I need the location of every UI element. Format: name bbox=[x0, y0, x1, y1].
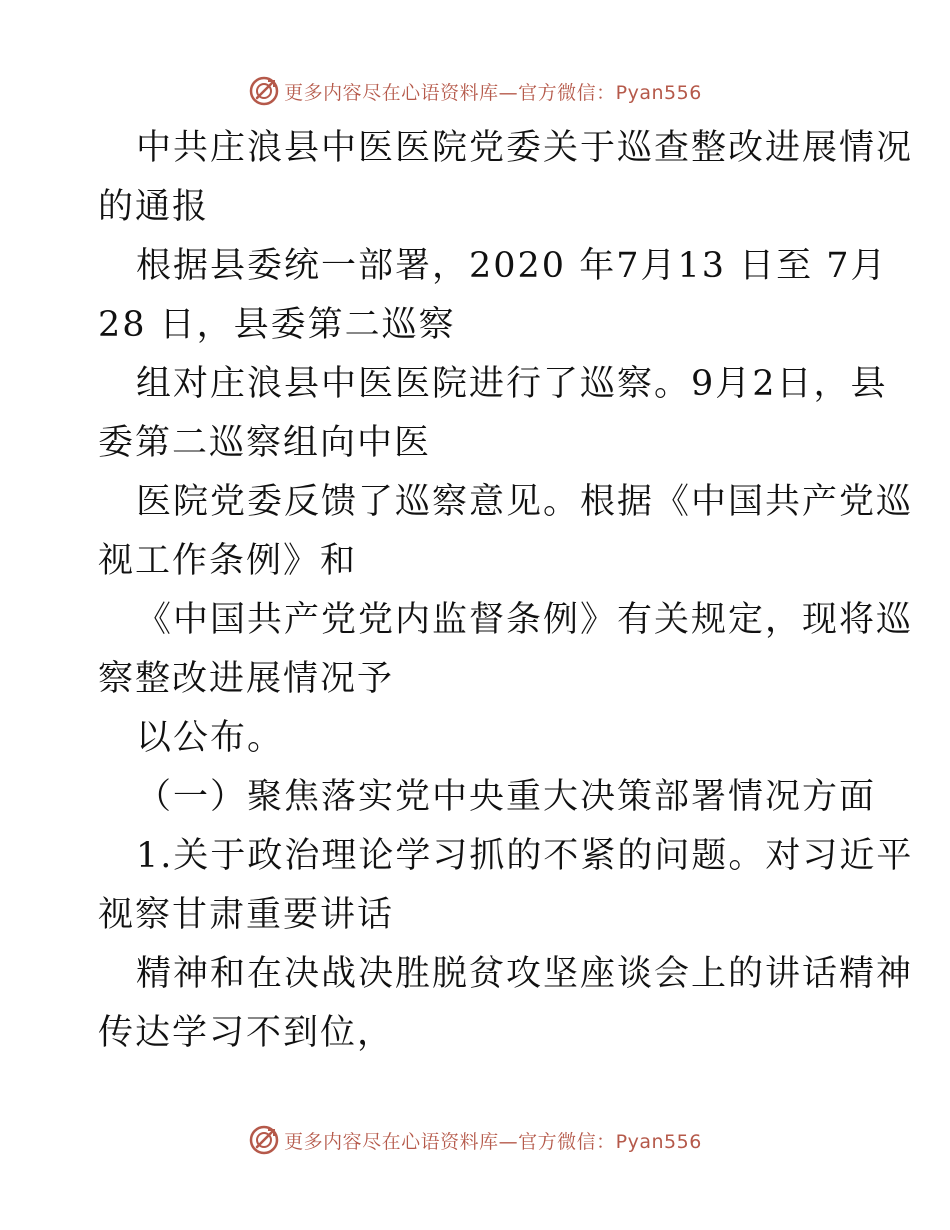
doc-line: 视工作条例》和 bbox=[98, 541, 358, 581]
doc-line: 《中国共产党党内监督条例》有关规定，现将巡 bbox=[136, 600, 914, 640]
doc-line: 精神和在决战决胜脱贫攻坚座谈会上的讲话精神 bbox=[136, 954, 914, 994]
watermark-text: 更多内容尽在心语资料库—官方微信：Pyan556 bbox=[284, 81, 702, 104]
doc-line: 1.关于政治理论学习抓的不紧的问题。对习近平 bbox=[136, 836, 914, 876]
watermark-text: 更多内容尽在心语资料库—官方微信：Pyan556 bbox=[284, 1130, 702, 1153]
doc-line: 中共庄浪县中医医院党委关于巡查整改进展情况 bbox=[136, 128, 914, 168]
doc-line: 医院党委反馈了巡察意见。根据《中国共产党巡 bbox=[136, 482, 914, 522]
doc-line: 28 日，县委第二巡察 bbox=[98, 305, 456, 345]
doc-line: （一）聚焦落实党中央重大决策部署情况方面 bbox=[136, 777, 877, 817]
red-seal-logo-icon bbox=[248, 1124, 280, 1156]
doc-line: 组对庄浪县中医医院进行了巡察。9月2日，县 bbox=[136, 364, 888, 404]
doc-line: 传达学习不到位， bbox=[98, 1013, 395, 1053]
red-seal-logo-icon bbox=[248, 75, 280, 107]
header-watermark bbox=[0, 71, 950, 111]
doc-line: 委第二巡察组向中医 bbox=[98, 423, 432, 463]
document-body bbox=[98, 124, 914, 1057]
doc-line: 视察甘肃重要讲话 bbox=[98, 895, 395, 935]
doc-line: 根据县委统一部署，2020 年7月13 日至 7月 bbox=[136, 246, 888, 286]
doc-line: 察整改进展情况予 bbox=[98, 659, 395, 699]
doc-line: 的通报 bbox=[98, 187, 210, 227]
footer-watermark bbox=[0, 1120, 950, 1160]
doc-line: 以公布。 bbox=[136, 718, 285, 758]
